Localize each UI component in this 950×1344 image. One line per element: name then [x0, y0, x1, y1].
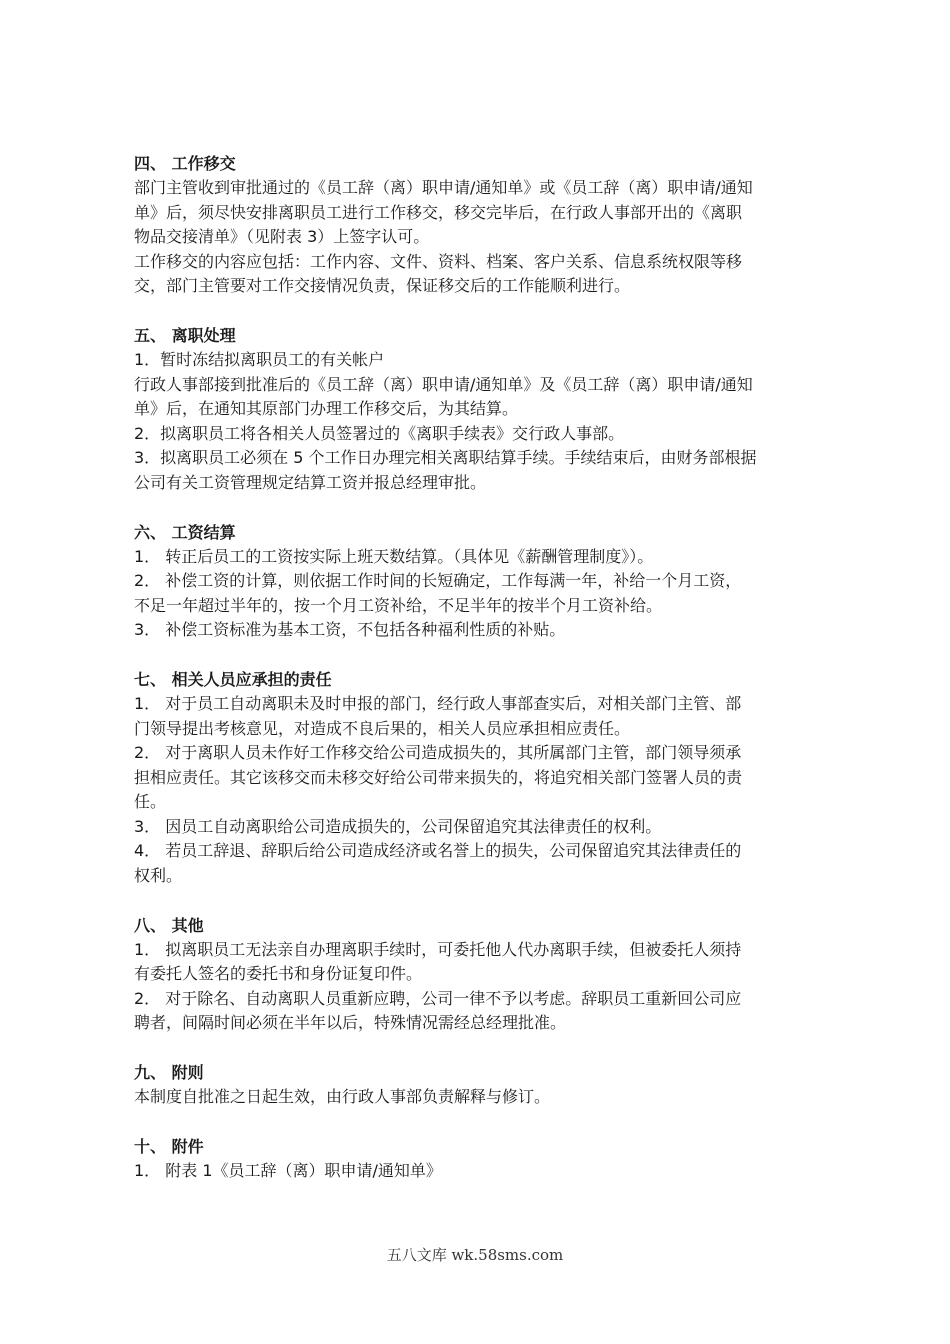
paragraph-line: 1． 对于员工自动离职未及时申报的部门，经行政人事部查实后，对相关部门主管、部 [134, 693, 742, 713]
paragraph-line: 2． 对于离职人员未作好工作移交给公司造成损失的，其所属部门主管，部门领导须承 [134, 743, 742, 763]
paragraph-line: 1． 拟离职员工无法亲自办理离职手续时，可委托他人代办离职手续，但被委托人须持 [134, 939, 742, 959]
section-heading: 五、 离职处理 [134, 325, 236, 345]
paragraph-line: 2．拟离职员工将各相关人员签署过的《离职手续表》交行政人事部。 [134, 423, 625, 443]
section-attachments [134, 1135, 824, 1184]
paragraph-line: 门领导提出考核意见，对造成不良后果的，相关人员应承担相应责任。 [134, 718, 631, 738]
section-heading: 九、 附则 [134, 1063, 204, 1083]
paragraph-line: 1． 附表 1《员工辞（离）职申请/通知单》 [134, 1160, 442, 1180]
section-heading: 十、 附件 [134, 1136, 204, 1156]
section-heading: 六、 工资结算 [134, 522, 236, 542]
paragraph-line: 不足一年超过半年的，按一个月工资补给，不足半年的按半个月工资补给。 [134, 595, 663, 615]
section-heading: 四、 工作移交 [134, 154, 236, 173]
paragraph-line: 1． 转正后员工的工资按实际上班天数结算。（具体见《薪酬管理制度》）。 [134, 546, 654, 566]
section-heading: 七、 相关人员应承担的责任 [134, 669, 332, 689]
section-resignation-processing [134, 324, 824, 496]
paragraph-line: 公司有关工资管理规定结算工资并报总经理审批。 [134, 472, 487, 492]
paragraph-line: 1．暂时冻结拟离职员工的有关帐户 [134, 349, 385, 369]
paragraph-line: 交，部门主管要对工作交接情况负责，保证移交后的工作能顺利进行。 [134, 276, 631, 296]
section-other [134, 914, 824, 1036]
paragraph-line: 工作移交的内容应包括：工作内容、文件、资料、档案、客户关系、信息系统权限等移 [134, 251, 743, 271]
paragraph-line: 3．拟离职员工必须在 5 个工作日办理完相关离职结算手续。手续结束后，由财务部根据 [134, 448, 757, 468]
paragraph-line: 3． 因员工自动离职给公司造成损失的，公司保留追究其法律责任的权利。 [134, 816, 662, 836]
paragraph-line: 本制度自批准之日起生效，由行政人事部负责解释与修订。 [134, 1087, 551, 1107]
paragraph-line: 物品交接清单》（见附表 3）上签字认可。 [134, 227, 430, 247]
paragraph-line: 单》后，在通知其原部门办理工作移交后，为其结算。 [134, 399, 519, 419]
paragraph-line: 2． 对于除名、自动离职人员重新应聘，公司一律不予以考虑。辞职员工重新回公司应 [134, 988, 742, 1008]
paragraph-line: 4． 若员工辞退、辞职后给公司造成经济或名誉上的损失，公司保留追究其法律责任的 [134, 841, 742, 861]
section-heading: 八、 其他 [134, 915, 204, 935]
paragraph-line: 任。 [134, 792, 167, 812]
section-responsibilities [134, 668, 824, 889]
section-supplementary-provisions [134, 1061, 824, 1110]
paragraph-line: 单》后，须尽快安排离职员工进行工作移交，移交完毕后，在行政人事部开出的《离职 [134, 202, 743, 222]
paragraph-line: 权利。 [134, 866, 183, 886]
paragraph-line: 行政人事部接到批准后的《员工辞（离）职申请/通知单》及《员工辞（离）职申请/通知 [134, 374, 753, 394]
section-salary-settlement [134, 521, 824, 643]
paragraph-line: 担相应责任。其它该移交而未移交好给公司带来损失的，将追究相关部门签署人员的责 [134, 767, 743, 787]
paragraph-line: 2． 补偿工资的计算，则依据工作时间的长短确定，工作每满一年，补给一个月工资， [134, 571, 742, 591]
paragraph-line: 部门主管收到审批通过的《员工辞（离）职申请/通知单》或《员工辞（离）职申请/通知 [134, 178, 753, 197]
document-body [134, 152, 824, 1208]
paragraph-line: 聘者，间隔时间必须在半年以后，特殊情况需经总经理批准。 [134, 1013, 567, 1033]
paragraph-line: 3． 补偿工资标准为基本工资，不包括各种福利性质的补贴。 [134, 620, 566, 640]
paragraph-line: 有委托人签名的委托书和身份证复印件。 [134, 964, 423, 984]
section-work-handover [134, 152, 824, 299]
page-footer: 五八文库 wk.58sms.com [386, 1246, 564, 1264]
